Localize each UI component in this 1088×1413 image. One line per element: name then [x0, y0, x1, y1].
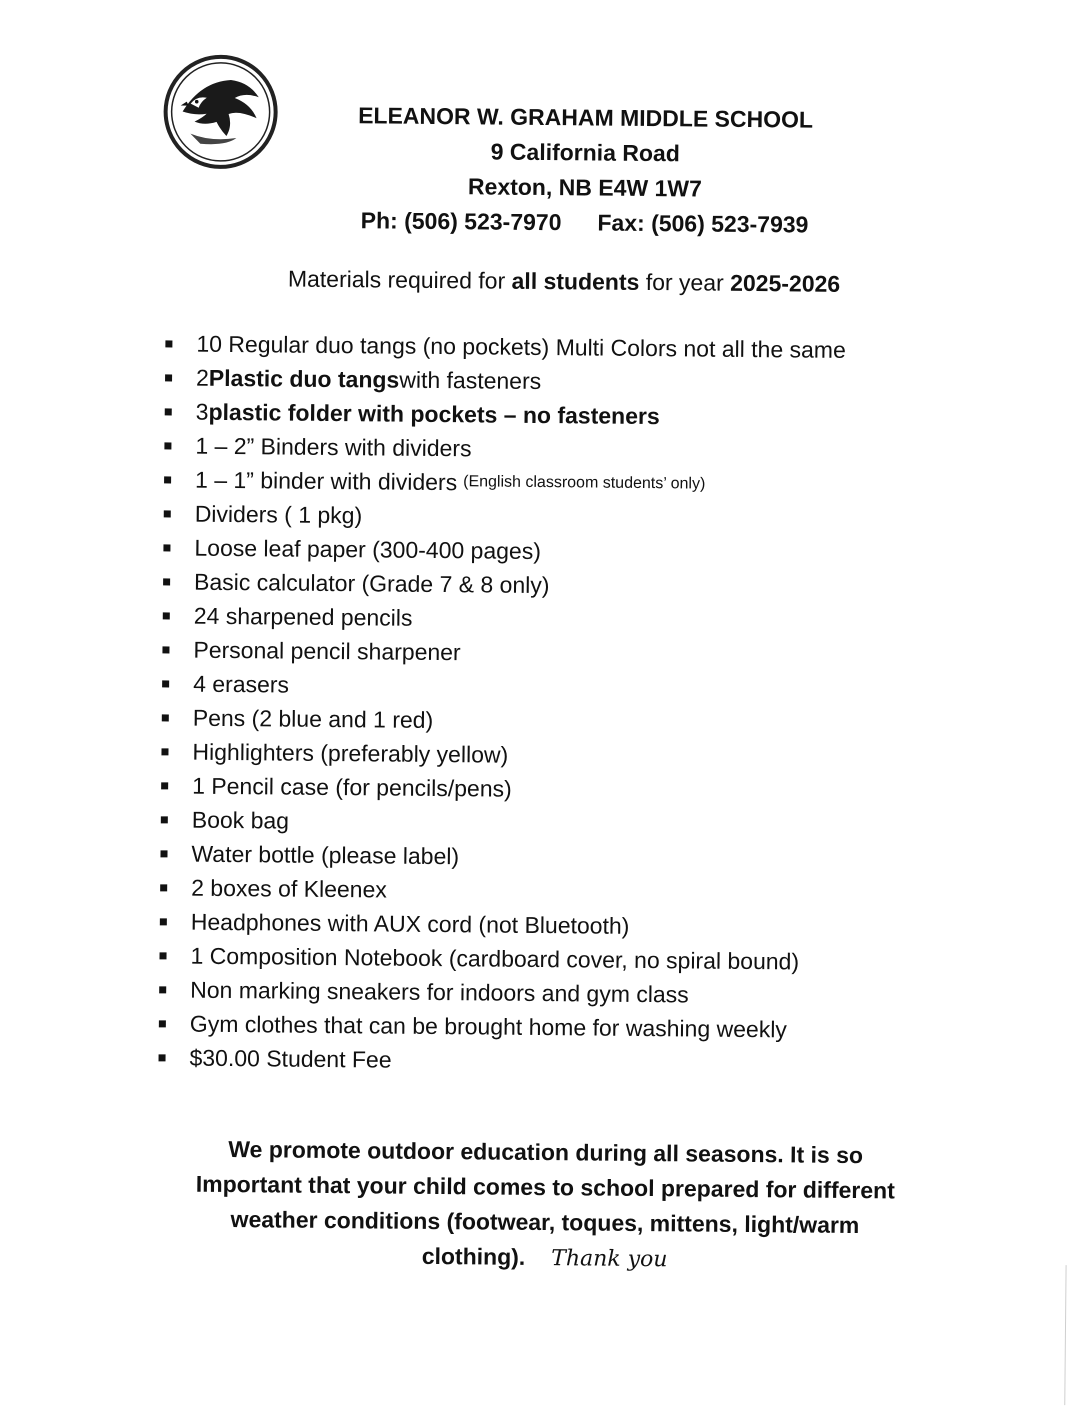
item-text-bold: Plastic duo tangs	[208, 364, 400, 393]
item-text-pre: 2 boxes of Kleenex	[191, 874, 387, 903]
outdoor-education-note	[134, 1131, 955, 1280]
bullet-icon	[159, 952, 166, 959]
item-text-pre: 2	[195, 364, 210, 391]
item-text-pre: Personal pencil sharpener	[193, 636, 461, 665]
note-line-3: weather conditions (footwear, toques, mittens, light/warm	[230, 1206, 860, 1239]
item-text-pre: Highlighters (preferably yellow)	[192, 738, 509, 768]
item-text-pre: 1 – 1” binder with dividers	[194, 466, 458, 495]
phone-number: Ph: (506) 523-7970	[360, 207, 562, 236]
bullet-icon	[162, 646, 169, 653]
note-line-2: Important that your child comes to school prepared for different	[195, 1170, 895, 1204]
item-text-pre: 10 Regular duo tangs (no pockets) Multi Colors not all the same	[196, 330, 846, 363]
bullet-icon	[164, 510, 171, 517]
list-item	[158, 1040, 978, 1082]
thank-you-signoff: Thank you	[551, 1246, 668, 1273]
item-text-pre: Non marking sneakers for indoors and gym class	[190, 976, 689, 1007]
item-text-pre: 3	[195, 398, 209, 425]
note-line-1: We promote outdoor education during all seasons. It is so	[228, 1136, 864, 1169]
scan-edge-line	[1064, 1265, 1066, 1405]
item-text-pre: 1 Composition Notebook (cardboard cover, no spiral bound)	[190, 942, 800, 974]
bullet-icon	[165, 408, 172, 415]
note-line-4: clothing).	[421, 1242, 526, 1270]
bullet-icon	[161, 816, 168, 823]
intro-audience: all students	[511, 267, 640, 295]
bullet-icon	[163, 612, 170, 619]
bullet-icon	[160, 918, 167, 925]
item-text-bold: plastic folder with pockets – no fasteners	[208, 398, 660, 429]
materials-list	[158, 326, 985, 1082]
item-text-pre: 1 – 2” Binders with dividers	[195, 432, 472, 461]
bullet-icon	[161, 748, 168, 755]
bullet-icon	[159, 986, 166, 993]
item-text-pre: Headphones with AUX cord (not Bluetooth)	[190, 908, 630, 939]
school-name: ELEANOR W. GRAHAM MIDDLE SCHOOL	[358, 102, 814, 133]
intro-prefix: Materials required for	[287, 265, 512, 294]
fax-number: Fax: (506) 523-7939	[597, 209, 809, 238]
bullet-icon	[162, 714, 169, 721]
item-text-pre: Pens (2 blue and 1 red)	[192, 704, 434, 733]
intro-year: 2025-2026	[730, 269, 841, 297]
item-text-pre: Gym clothes that can be brought home for washing weekly	[189, 1010, 788, 1042]
item-text-small: (English classroom students’ only)	[463, 473, 706, 493]
bullet-icon	[160, 884, 167, 891]
item-text-pre: $30.00 Student Fee	[189, 1044, 392, 1073]
item-text-pre: Basic calculator (Grade 7 & 8 only)	[193, 568, 550, 598]
bullet-icon	[159, 1054, 166, 1061]
bullet-icon	[161, 782, 168, 789]
school-header	[304, 98, 865, 243]
item-text-post: with fasteners	[399, 366, 542, 394]
bullet-icon	[164, 476, 171, 483]
item-text-pre: Dividers ( 1 pkg)	[194, 500, 363, 528]
contact-line	[304, 203, 864, 243]
bullet-icon	[163, 578, 170, 585]
bullet-icon	[163, 544, 170, 551]
bullet-icon	[165, 340, 172, 347]
item-text-pre: 4 erasers	[193, 670, 290, 698]
bullet-icon	[162, 680, 169, 687]
intro-line	[154, 264, 974, 299]
item-text-pre: Water bottle (please label)	[191, 840, 460, 869]
eagle-icon	[160, 51, 281, 172]
bullet-icon	[165, 374, 172, 381]
intro-middle: for year	[639, 268, 731, 296]
item-text-pre: 24 sharpened pencils	[193, 602, 413, 631]
item-text-pre: Loose leaf paper (300-400 pages)	[194, 534, 542, 564]
bullet-icon	[160, 850, 167, 857]
item-text-pre: Book bag	[191, 806, 290, 834]
bullet-icon	[164, 442, 171, 449]
city-postal: Rexton, NB E4W 1W7	[467, 173, 702, 202]
item-text-pre: 1 Pencil case (for pencils/pens)	[192, 772, 512, 802]
street-address: 9 California Road	[490, 138, 680, 167]
bullet-icon	[159, 1020, 166, 1027]
